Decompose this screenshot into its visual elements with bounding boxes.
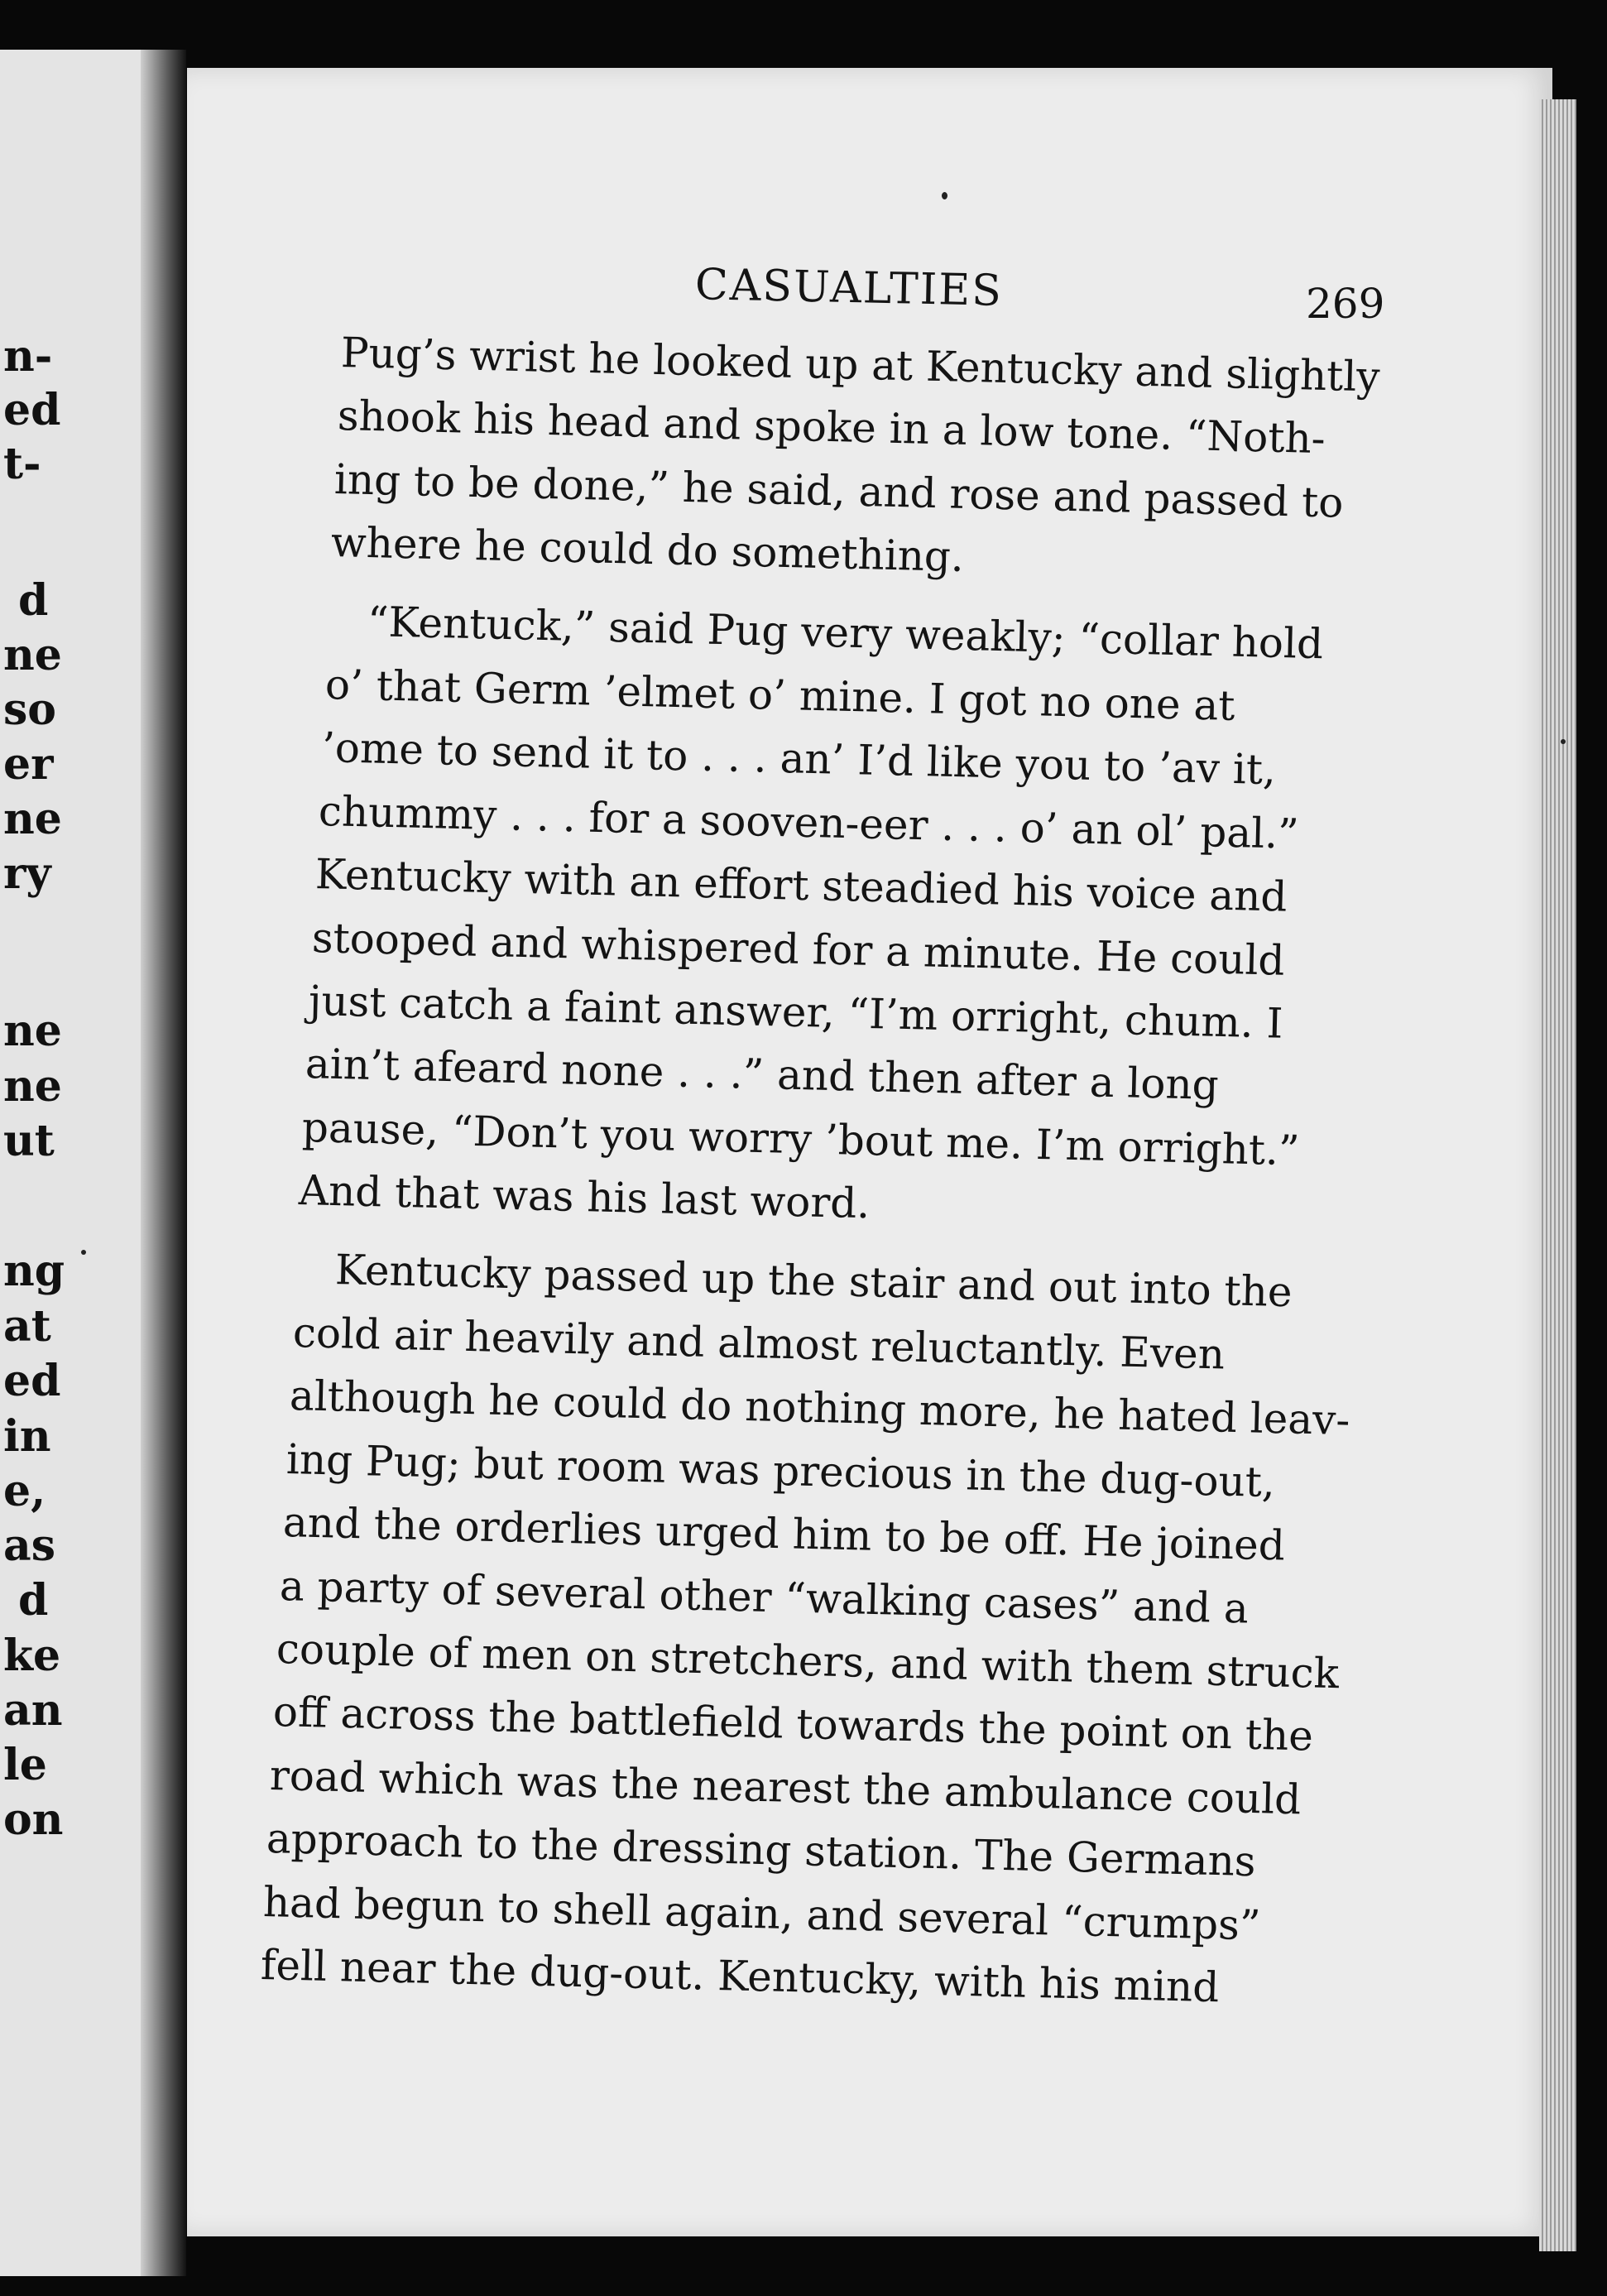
text-line: a party of several other “walking cases” and a	[279, 1561, 1250, 1633]
running-title: CASUALTIES	[694, 260, 1004, 316]
text-line: Kentucky with an effort steadied his voice and	[314, 850, 1288, 921]
text-line: had begun to shell again, and several “crumps”	[262, 1877, 1262, 1949]
gutter-shadow	[141, 50, 186, 2276]
left-page-fragment: ne	[3, 1061, 62, 1112]
left-page-fragment: ke	[3, 1631, 61, 1681]
text-line: just catch a faint answer, “I’m orright, chum. I	[308, 977, 1284, 1048]
scan-speck	[1561, 739, 1566, 744]
left-page-fragment: ed	[3, 1356, 61, 1406]
text-line: although he could do nothing more, he hated leav-	[288, 1371, 1350, 1445]
text-line: road which was the nearest the ambulance could	[269, 1751, 1302, 1824]
text-line: shook his head and spoke in a low tone. “Noth-	[337, 391, 1326, 464]
text-line: Pug’s wrist he looked up at Kentucky and slightly	[340, 329, 1381, 401]
scan-speck	[942, 192, 947, 199]
left-page-fragment: d	[18, 1575, 49, 1626]
text-line: fell near the dug-out. Kentucky, with his mind	[259, 1941, 1220, 2012]
left-page-fragment: e,	[3, 1466, 46, 1516]
left-page-fragment: ne	[3, 1006, 62, 1056]
left-page-fragment: ry	[3, 848, 51, 899]
text-line: ing Pug; but room was precious in the dug-out,	[285, 1434, 1276, 1506]
text-line: off across the battlefield towards the point on the	[272, 1688, 1314, 1761]
text-line: cold air heavily and almost reluctantly. Even	[291, 1309, 1226, 1379]
text-line: chummy . . . for a sooven-eer . . . o’ an ol’ pal.”	[318, 786, 1299, 858]
text-line: couple of men on stretchers, and with them struck	[276, 1625, 1340, 1698]
text-line: And that was his last word.	[298, 1166, 871, 1228]
text-line: “Kentuck,” said Pug very weakly; “collar hold	[367, 597, 1325, 668]
text-line: approach to the dressing station. The Germans	[266, 1814, 1257, 1886]
text-line: pause, “Don’t you worry ’bout me. I’m orright.”	[301, 1102, 1301, 1175]
text-line: ’ome to send it to . . . an’ I’d like you to ’av it,	[320, 723, 1277, 795]
left-page-fragment: so	[3, 684, 56, 735]
left-page-fragment: ne	[3, 630, 62, 680]
page-number: 269	[1306, 280, 1385, 328]
left-page-fragment: as	[3, 1520, 55, 1571]
text-line: and the orderlies urged him to be off. He joined	[282, 1498, 1286, 1570]
text-line: ing to be done,” he said, and rose and passed to	[333, 454, 1345, 527]
left-page-fragment: n-	[3, 331, 53, 382]
left-page-fragment: ut	[3, 1116, 55, 1166]
left-page-fragment: an	[3, 1685, 63, 1736]
left-page-fragment: in	[3, 1411, 51, 1462]
text-line: o’ that Germ ’elmet o’ mine. I got no one at	[324, 660, 1235, 730]
left-page-fragment: le	[3, 1740, 47, 1790]
page-edges	[1539, 99, 1576, 2251]
left-page-fragment: ne	[3, 794, 62, 844]
left-page-fragment: on	[3, 1794, 64, 1845]
running-head	[0, 190, 1607, 328]
text-line: stooped and whispered for a minute. He could	[311, 913, 1286, 985]
text-line: Kentucky passed up the stair and out into the	[334, 1245, 1293, 1316]
left-page-fragment: er	[3, 739, 54, 790]
left-page-fragment: at	[3, 1301, 51, 1352]
text-line: where he could do something.	[330, 518, 965, 582]
left-page-fragment: ed	[3, 385, 61, 435]
left-page-fragment: t-	[3, 439, 41, 489]
text-line: ain’t afeard none . . .” and then after a long	[305, 1040, 1220, 1110]
left-page-fragment: ng	[3, 1246, 65, 1296]
scan-speck	[81, 1250, 86, 1255]
left-page-fragment: d	[18, 575, 49, 626]
